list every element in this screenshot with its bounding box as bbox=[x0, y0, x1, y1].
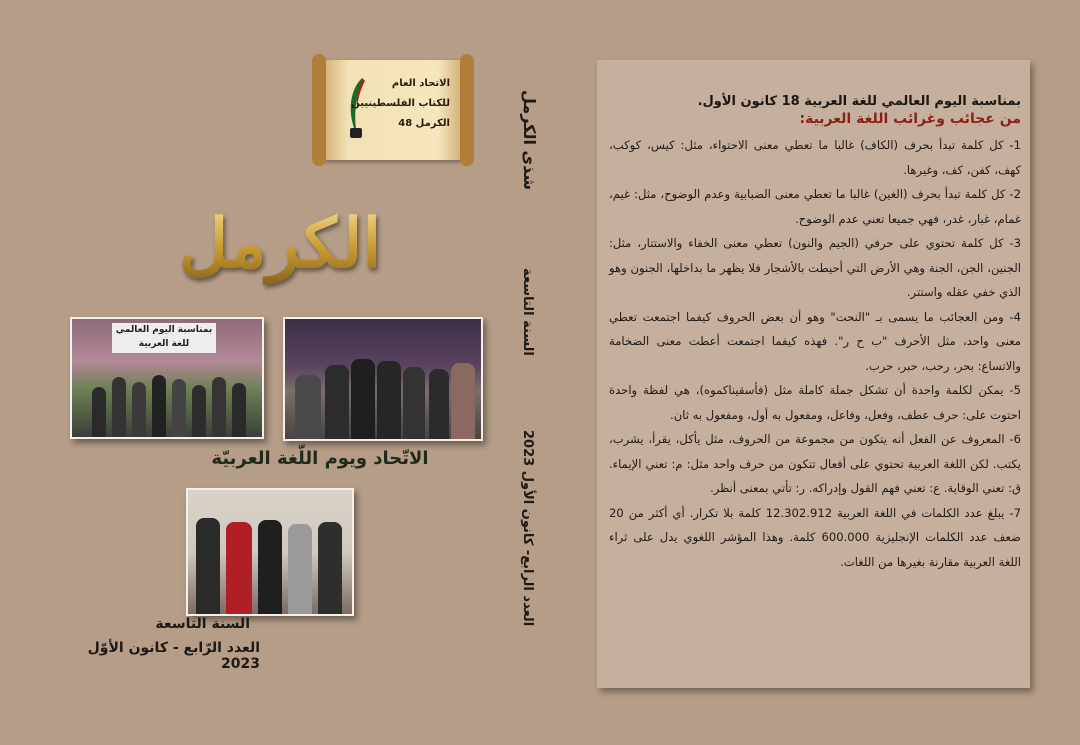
spine-year: السنة التاسعة bbox=[520, 268, 535, 356]
photo-figure bbox=[288, 524, 312, 614]
photo-figure bbox=[192, 385, 206, 437]
paragraph-7: 7- يبلغ عدد الكلمات في اللغة العربية 12.302.912 كلمة بلا تكرار. أي أكثر من 20 ضعف عدد الكلمات الإنجليزية 600.000 كلمة. وهذا المؤشر اللغوي يدل على ثراء اللغة العربية مقارنة بغيرها من اللغات. bbox=[609, 505, 1021, 569]
photo-figure bbox=[232, 383, 246, 437]
photo-figure bbox=[212, 377, 226, 437]
logo-line-2: للكتاب الفلسطينيين bbox=[351, 98, 450, 109]
back-cover-panel bbox=[597, 60, 1030, 688]
photo-figure bbox=[403, 367, 425, 439]
photo-figure bbox=[196, 518, 220, 614]
front-year-label: السنة التاسعة bbox=[155, 616, 250, 632]
back-cover-text bbox=[609, 94, 1021, 574]
photo-figure bbox=[132, 382, 146, 437]
back-heading-line-2: من عجائب وغرائب اللغة العربية: bbox=[799, 111, 1021, 127]
photo-group-men bbox=[283, 317, 483, 441]
photo-figure bbox=[152, 375, 166, 437]
photo-figure bbox=[226, 522, 252, 614]
paragraph-3: 3- كل كلمة تحتوي على حرفي (الجيم والنون) تعطي معنى الخفاء والاستتار، مثل: الجنين، الجن، الجنة وهي الأرض التي أحيطت بالأشجار فلا يظهر ما بداخلها، الجنون وهو الذي خفي عقله واستتر. bbox=[609, 236, 1021, 299]
photo-figure bbox=[295, 375, 321, 439]
photo-group-banner bbox=[70, 317, 264, 439]
photo-figure bbox=[112, 377, 126, 437]
photo-figure bbox=[325, 365, 349, 439]
paragraph-6: 6- المعروف عن الفعل أنه يتكون من مجموعة من الحروف، مثل يأكل، يقرأ، يشرب، يكتب. لكن اللغة العربية تحتوي على أفعال تتكون من حرف واحد مثل: م: تعني الإيماء. ق: تعني الوقاية. ع: تعني فهم القول وإدراكه. ر: تأتي بمعنى أنظر. bbox=[609, 432, 1021, 495]
logo-line-1: الاتحاد العام bbox=[391, 78, 450, 89]
back-heading-line-1: بمناسبة اليوم العالمي للغة العربية 18 كانون الأول. bbox=[697, 94, 1021, 109]
logo-line-3: الكرمل 48 bbox=[398, 118, 450, 129]
photo-figure bbox=[258, 520, 282, 614]
photo-figure bbox=[92, 387, 106, 437]
paragraph-1: 1- كل كلمة تبدأ بحرف (الكاف) غالبا ما تعطي معنى الاحتواء، مثل: كيس، كوكب، كهف، كفن، كف، وغيرها. bbox=[609, 138, 1021, 177]
front-issue-label: العدد الرّابع - كانون الأوّل 2023 bbox=[87, 640, 260, 672]
photo-banner-text: بمناسبة اليوم العالمي للغة العربية bbox=[112, 323, 216, 353]
photo-figure bbox=[377, 361, 401, 439]
front-heading: الاتّحاد ويوم اللّغة العربيّة bbox=[211, 448, 429, 469]
logo-text bbox=[351, 74, 450, 134]
photo-figure bbox=[429, 369, 449, 439]
photo-group-women bbox=[186, 488, 354, 616]
photo-figure bbox=[451, 363, 475, 439]
paragraph-4: 4- ومن العجائب ما يسمى بـ "النحت" وهو أن بعض الحروف كيفما اجتمعت تعطي معنى واحد، مثل الأحرف "ب ح ر". فهذه كيفما اجتمعت أعطت معنى الضخامة والاتساع: بحر، رحب، حبر، حرب. bbox=[609, 309, 1021, 373]
paragraph-5: 5- يمكن لكلمة واحدة أن تشكل جملة كاملة مثل (فأسقيناكموه)، هي لفظة واحدة احتوت على: حرف عطف، وفعل، وفاعل، ومفعول به أول، ومفعول به ثان. bbox=[609, 383, 1021, 422]
paragraph-2: 2- كل كلمة تبدأ بحرف (الغين) غالبا ما تعطي معنى الضبابية وعدم الوضوح، مثل: غيم، غمام، غبار، غدر، فهي جميعا تعني عدم الوضوح. bbox=[609, 187, 1021, 226]
magazine-title: الكرمل bbox=[80, 196, 480, 292]
book-spine bbox=[508, 90, 556, 650]
photo-figure bbox=[172, 379, 186, 437]
union-logo-scroll bbox=[318, 60, 468, 160]
photo-figure bbox=[351, 359, 375, 439]
spine-name: شذى الكرمل bbox=[520, 90, 539, 191]
spine-issue: العدد الرابع- كانون الأول 2023 bbox=[520, 430, 535, 627]
photo-figure bbox=[318, 522, 342, 614]
